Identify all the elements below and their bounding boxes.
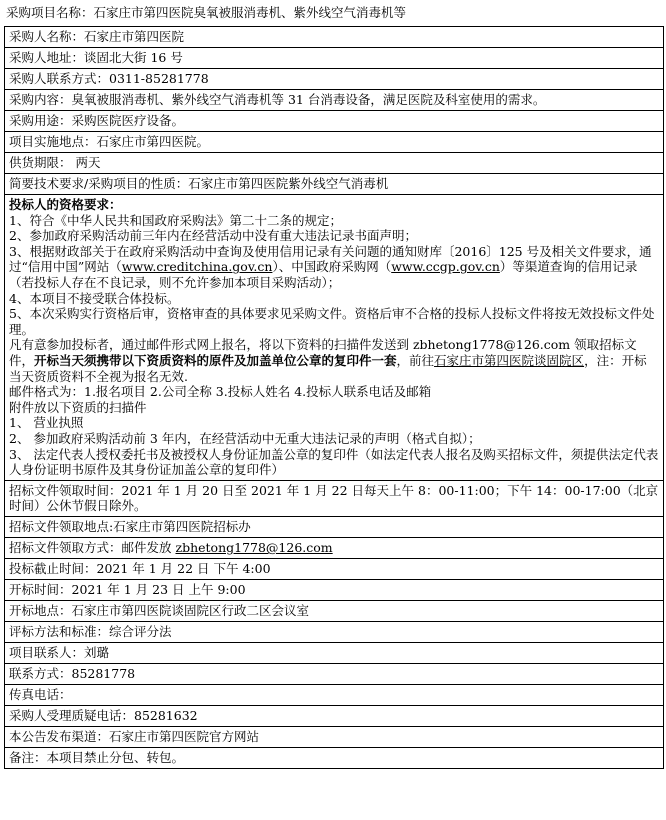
purchaser-address: 采购人地址：谈固北大街 16 号 xyxy=(5,48,664,69)
project-location: 项目实施地点：石家庄市第四医院。 xyxy=(5,132,664,153)
table-row xyxy=(5,111,664,132)
delivery-period: 供货期限： 两天 xyxy=(5,153,664,174)
collect-time: 招标文件领取时间：2021 年 1 月 20 日至 2021 年 1 月 22 日每天上午 8：00-11:00；下午 14：00-17:00（北京时间）公休节假日除外。 xyxy=(5,480,664,516)
qualification-item-4: 4、本项目不接受联合体投标。 xyxy=(9,290,180,306)
table-row xyxy=(5,642,664,663)
attachment-heading: 附件放以下资质的扫描件 xyxy=(9,399,147,415)
table-row xyxy=(5,516,664,537)
attachment-item-3: 3、 法定代表人授权委托书及被授权人身份证加盖公章的复印件（如法定代表人报名及购买招标文件，须提供法定代表人身份证明书原件及其身份证加盖公章的复印件） xyxy=(9,446,659,478)
qualification-block xyxy=(5,195,664,481)
table-row xyxy=(5,663,664,684)
ccgp-link[interactable]: www.ccgp.gov.cn xyxy=(391,259,500,275)
table-row xyxy=(5,174,664,195)
notice-table xyxy=(4,26,664,769)
collect-place: 招标文件领取地点:石家庄市第四医院招标办 xyxy=(5,516,664,537)
purchaser-name: 采购人名称：石家庄市第四医院 xyxy=(5,27,664,48)
table-row xyxy=(5,558,664,579)
publish-channel: 本公告发布渠道：石家庄市第四医院官方网站 xyxy=(5,726,664,747)
table-row xyxy=(5,48,664,69)
purchaser-contact: 采购人联系方式：0311-85281778 xyxy=(5,69,664,90)
tech-requirements: 简要技术要求/采购项目的性质：石家庄市第四医院紫外线空气消毒机 xyxy=(5,174,664,195)
table-row xyxy=(5,726,664,747)
table-row xyxy=(5,747,664,768)
attachment-item-1: 1、 营业执照 xyxy=(9,415,84,431)
bid-deadline: 投标截止时间：2021 年 1 月 22 日 下午 4:00 xyxy=(5,558,664,579)
open-time: 开标时间：2021 年 1 月 23 日 上午 9:00 xyxy=(5,579,664,600)
contact-phone: 联系方式：85281778 xyxy=(5,663,664,684)
table-row xyxy=(5,132,664,153)
qualification-heading: 投标人的资格要求： xyxy=(9,197,122,212)
email-format: 邮件格式为：1.报名项目 2.公司全称 3.投标人姓名 4.投标人联系电话及邮箱 xyxy=(9,384,432,400)
attachment-item-2: 2、 参加政府采购活动前 3 年内，在经营活动中无重大违法记录的声明（格式自拟）； xyxy=(9,430,481,446)
collect-method: 招标文件领取方式：邮件发放 zbhetong1778@126.com xyxy=(5,537,664,558)
table-row xyxy=(5,621,664,642)
table-row xyxy=(5,153,664,174)
table-row xyxy=(5,705,664,726)
remark: 备注：本项目禁止分包、转包。 xyxy=(5,747,664,768)
contact-person: 项目联系人：刘璐 xyxy=(5,642,664,663)
table-row xyxy=(5,537,664,558)
qualification-item-3: 3、根据财政部关于在政府采购活动中查询及使用信用记录有关问题的通知财库〔2016〕125 号及相关文件要求，通过“信用中国”网站（www.creditchina.gov.cn）、中国政府采购网（www.ccgp.gov.cn）等渠道查询的信用记录（若投标人存在不良记录，则不允许参加本项目采购活动）； xyxy=(9,243,652,290)
purchase-content: 采购内容：臭氧被服消毒机、紫外线空气消毒机等 31 台消毒设备，满足医院及科室使用的需求。 xyxy=(5,90,664,111)
fax-phone: 传真电话： xyxy=(5,684,664,705)
table-row xyxy=(5,579,664,600)
table-row xyxy=(5,69,664,90)
creditchina-link[interactable]: www.creditchina.gov.cn xyxy=(121,259,273,275)
table-row xyxy=(5,684,664,705)
open-place: 开标地点：石家庄市第四医院谈固院区行政二区会议室 xyxy=(5,600,664,621)
qualification-item-5: 5、本次采购实行资格后审，资格审查的具体要求见采购文件。资格后审不合格的投标人投标文件将按无效投标文件处理。 xyxy=(9,306,655,337)
complaint-phone: 采购人受理质疑电话：85281632 xyxy=(5,705,664,726)
qualification-item-1: 1、符合《中华人民共和国政府采购法》第二十二条的规定； xyxy=(9,212,342,228)
table-row xyxy=(5,600,664,621)
project-title: 采购项目名称：石家庄市第四医院臭氧被服消毒机、紫外线空气消毒机等 xyxy=(6,5,407,20)
tender-email-link[interactable]: zbhetong1778@126.com xyxy=(175,540,333,556)
registration-instructions: 凡有意参加投标者，通过邮件形式网上报名，将以下资料的扫描件发送到 zbhetong1778@126.com 领取招标文件，开标当天须携带以下资质资料的原件及加盖单位公章的复印件一套，前往石家庄市第四医院谈固院区，注：开标当天资质资料不全视为报名无效. xyxy=(9,337,647,384)
table-row xyxy=(5,195,664,481)
table-row xyxy=(5,27,664,48)
table-row xyxy=(5,480,664,516)
qualification-item-2: 2、参加政府采购活动前三年内在经营活动中没有重大违法记录书面声明； xyxy=(9,228,417,244)
table-row xyxy=(5,90,664,111)
purchase-use: 采购用途：采购医院医疗设备。 xyxy=(5,111,664,132)
evaluation-method: 评标方法和标准：综合评分法 xyxy=(5,621,664,642)
